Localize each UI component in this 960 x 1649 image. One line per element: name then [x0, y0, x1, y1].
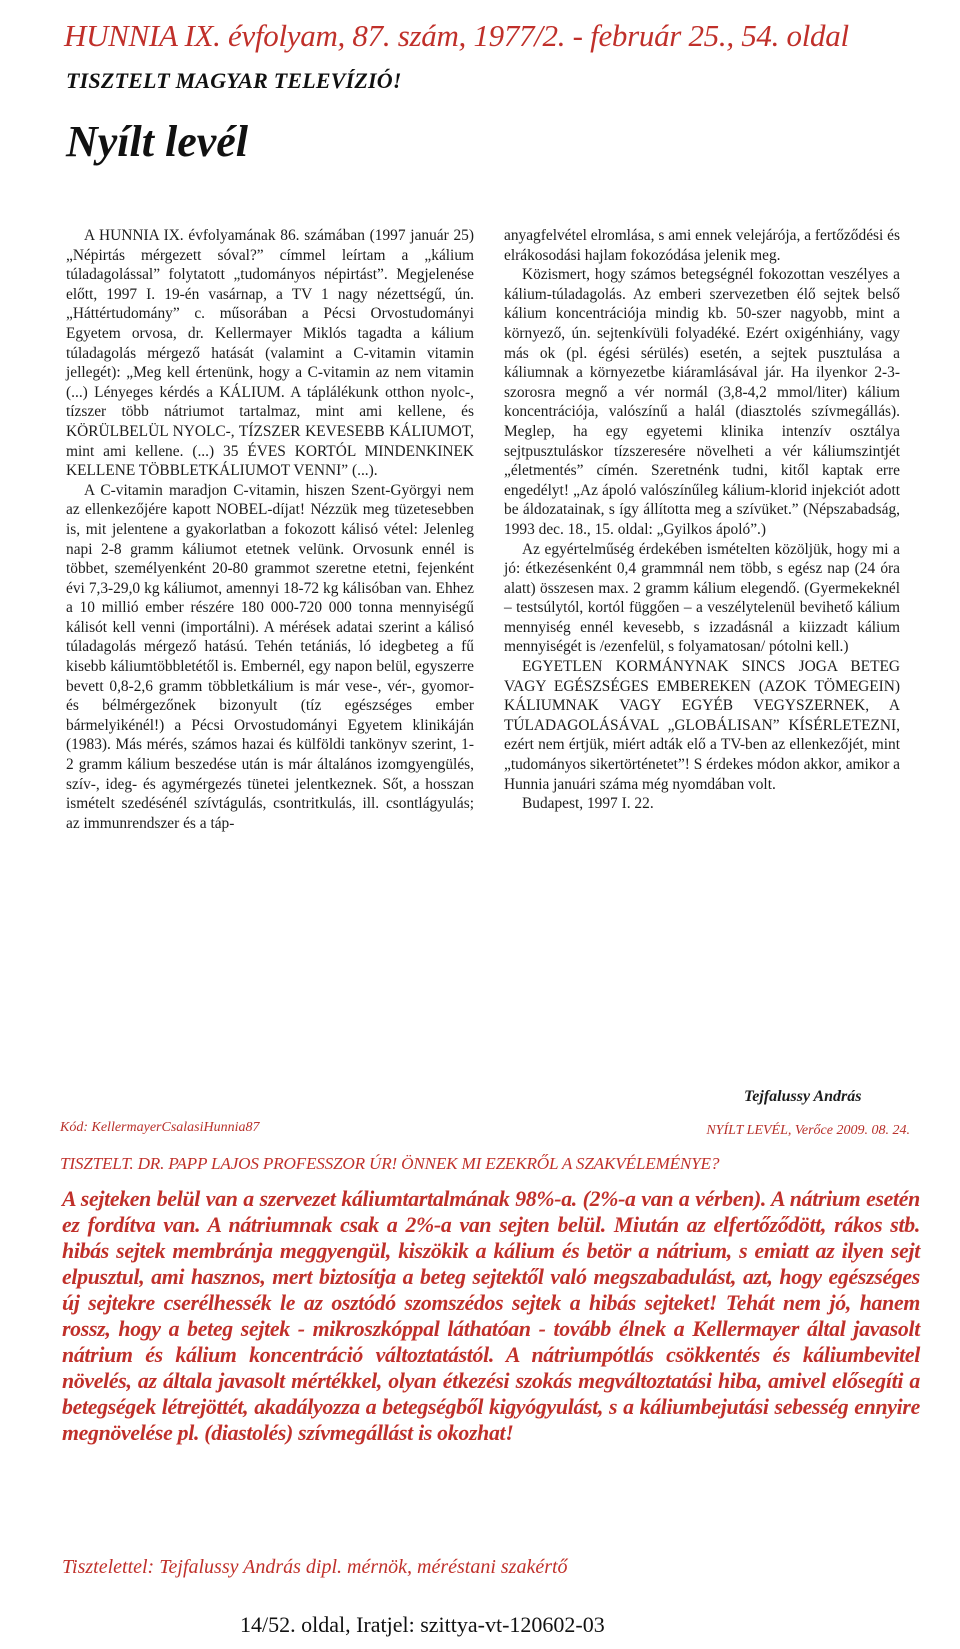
- article-paragraph: A C-vitamin maradjon C-vitamin, hiszen Szent-Györgyi nem az ellenkezőjére kapott NOBEL-díjat! Nézzük meg tüzetesebben is, mit jelentene a gyakorlatban a fokozott kálisó vétel: Jelenleg napi 2-8 gramm káliumot etetnek velünk. Orvosunk ennél is többet, személyenként 20-80 grammot szeretne etetni, fejenként évi 7,3-29,0 kg káliumot, amennyi 18-72 kg kálisóban van. Ehhez a 10 millió ember részére 180 000-720 000 tonna mennyiségű kálisót kell venni (importálni). A mérések adatai szerint a kálisó túladagolás mérgező hatású. Tehén tetániás, ló idegbeteg a fű kisebb káliumtöbbletétől is. Embernél, egy napon belül, egyszerre bevett 0,8-2,6 gramm többletkálium is már vese-, vér-, gyomor- és bélmérgezőnek bizonyult (tíz egészséges ember bármelyikénél!) a Pécsi Orvostudományi Egyetem klinikáján (1983). Más mérés, számos hazai és külföldi tankönyv szerint, 1-2 gramm kálium beszedése után is már általános izomgyengülés, szív-, ideg- és agymérgezés tünetei jelentkeznek. Sőt, a hosszan ismételt szedésénél szívtágulás, csontritkulás, ill. csontlágyulás; az immunrendszer és a táp-: [66, 481, 474, 832]
- publication-header: HUNNIA IX. évfolyam, 87. szám, 1977/2. - február 25., 54. oldal: [64, 18, 849, 53]
- article-signature: Tejfalussy András: [744, 1088, 862, 1105]
- question-heading: TISZTELT. DR. PAPP LAJOS PROFESSZOR ÚR! ÖNNEK MI EZEKRŐL A SZAKVÉLEMÉNYE?: [60, 1154, 720, 1173]
- page-footer: 14/52. oldal, Iratjel: szittya-vt-120602-03: [240, 1612, 605, 1637]
- article-paragraph: EGYETLEN KORMÁNYNAK SINCS JOGA BETEG VAGY EGÉSZSÉGES EMBEREKEN (AZOK TÖMEGEIN) KÁLIUMNAK VAGY EGYÉB VEGYSZERNEK, A TÚLADAGOLÁSÁVAL „GLOBÁLISAN” KÍSÉRLETEZNI, ezért nem értjük, miért adták elő a TV-ben az ellenkezőjét, mint „tudományos sikertörténetet”! S érdekes módon akkor, amikor a Hunnia januári száma még nyomdában volt.: [504, 658, 901, 793]
- reply-paragraph: A sejteken belül van a szervezet káliumtartalmának 98%-a. (2%-a van a vérben). A nátrium esetén ez fordítva van. A nátriumnak csak a 2%-a van sejten belül. Miután az elfertőződött, rákos stb. hibás sejtek membránja meggyengül, kiszökik a kálium és betör a nátrium, s emiatt az ilyen sejt elpusztul, ami hasznos, mert biztosítja a beteg sejtektől való megszabadulást, azt, hogy egészséges új sejtekre cserélhessék le az osztódó szomszédos sejtek a hibás sejteket! Tehát nem jó, hanem rossz, hogy a beteg sejtek - mikroszkóppal láthatóan - tovább élnek a Kellermayer által javasolt nátrium és kálium koncentráció változtatástól. A nátriumpótlás csökkentés és káliumbevitel növelés, az általa javasolt mértékkel, olyan étkezési szokás megváltoztatási hiba, amivel elősegíti a betegségek létrejöttét, akadályozza a betegségből kigyógyulást, s a káliumbejutási sebesség ennyire megnövelése pl. (diastolés) szívmegállást is okozhat!: [62, 1187, 920, 1445]
- closing-signature: Tisztelettel: Tejfalussy András dipl. mérnök, méréstani szakértő: [62, 1556, 568, 1578]
- article-paragraph: anyagfelvétel elromlása, s ami ennek velejárója, a fertőződési és elrákosodási hajlam fokozódása jelenik meg.: [504, 227, 900, 264]
- article-left-column: [66, 226, 474, 1070]
- letter-date: NYÍLT LEVÉL, Verőce 2009. 08. 24.: [706, 1123, 910, 1138]
- article-paragraph: Közismert, hogy számos betegségnél fokozottan veszélyes a kálium-túladagolás. Az emberi szervezetben élő sejtek belső kálium koncentrációja mindig kb. 50-szer nagyobb, mint a környező, ún. sejtenkívüli folyadéké. Ezért oxigénhiány, vagy más ok (pl. égési sérülés) esetén, a sejtek pusztulása a káliumnak a környezetbe kiáramlásával jár. Ha ilyenkor 2-3-szorosra megnő a vér normál (3,8-4,2 mmol/liter) kálium koncentrációja, valószínű a halál (diasztolés szívmegállás). Meglep, ha egy egyetemi klinika intenzív osztálya sejtpusztuláskor tízszeresére növelheti a vér káliumszintjét „életmentés” címén. Szeretnénk tudni, kitől kaptak erre engedélyt! „Az ápoló valószínűleg kálium-klorid injekciót adott be áldozatainak, s így állította meg a szívüket.” (Népszabadság, 1993 dec. 18., 15. oldal: „Gyilkos ápoló”.): [504, 266, 900, 538]
- article-right-column: [504, 226, 900, 878]
- addressee-heading: TISZTELT MAGYAR TELEVÍZIÓ!: [66, 68, 402, 93]
- page-title: Nyílt levél: [66, 117, 249, 166]
- annotation-strip: [60, 1116, 910, 1148]
- document-code: Kód: KellermayerCsalasiHunnia87: [60, 1120, 260, 1135]
- article-paragraph: Az egyértelműség érdekében ismételten közöljük, hogy mi a jó: étkezésenként 0,4 grammnál nem több, s egész nap (24 óra alatt) összesen max. 2 gramm kálium elegendő. (Gyermekeknél – testsúlytól, kortól függően – a veszélytelenül bevihető kálium mennyiség ennél kevesebb, s izzadásnál a kiizzadt kálium mennyiségét is /ezenfelül, s folyamatosan/ pótolni kell.): [504, 540, 900, 656]
- article-dateline: Budapest, 1997 I. 22.: [522, 795, 654, 813]
- article-paragraph: A HUNNIA IX. évfolyamának 86. számában (1997 január 25) „Népirtás mérgezett sóval?” címmel leírtam a „kálium túladagolással” folytatott „tudományos népirtást”. Megjelenése előtt, 1997 I. 19-én vasárnap, a TV 1 nagy nézettségű, ún. „Háttértudomány” c. műsorában a Pécsi Orvostudományi Egyetem orvosa, dr. Kellermayer Miklós tagadta a kálium túladagolás mérgező hatását (valamint a C-vitamin vitamin jellegét): „Meg kell értenünk, hogy a C-vitamin az nem vitamin (...) Lényeges kérdés a KÁLIUM. A táplálékunk otthon nyolc-, tízszer több nátriumot tartalmaz, mint ami kellene, és KÖRÜLBELÜL NYOLC-, TÍZSZER KEVESEBB KÁLIUMOT, mint ami kellene. (...) 35 ÉVES KORTÓL MINDENKINEK KELLENE TÖBBLETKÁLIUMOT VENNI” (...).: [66, 227, 474, 480]
- reply-text: [62, 1186, 920, 1446]
